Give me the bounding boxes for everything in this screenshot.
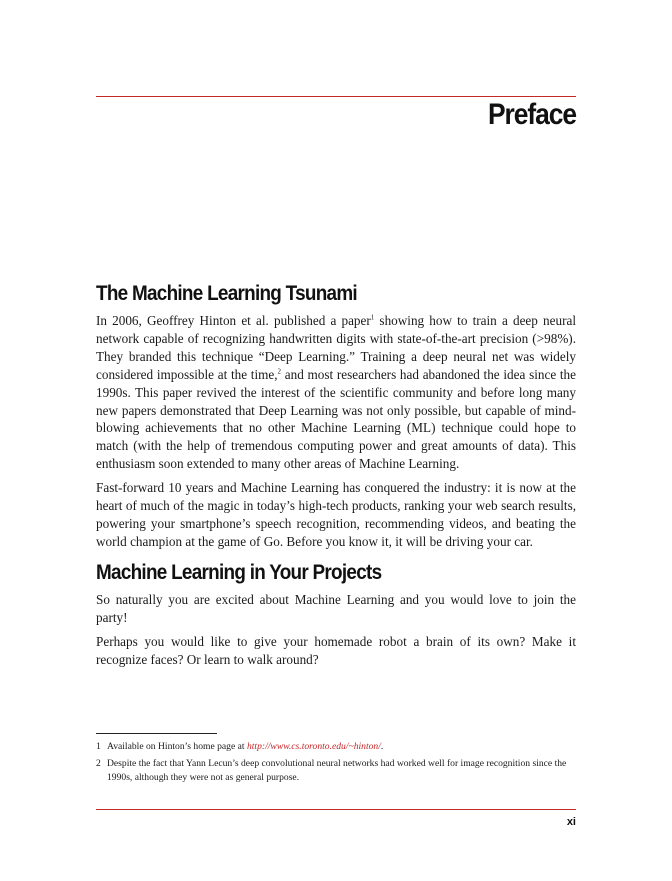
footnote-rule [96, 733, 217, 734]
paragraph: Fast-forward 10 years and Machine Learning has conquered the industry: it is now at the heart of much of the magic in today’s high-tech products, ranking your web search results, powering your smartphone’s speech recognition, recommending videos, and beating the world champion at the game of Go. Before you know it, it will be driving your car. [96, 480, 576, 549]
footnotes [96, 740, 576, 788]
footnote-ref[interactable]: 2 [277, 367, 282, 376]
paragraph: So naturally you are excited about Machine Learning and you would love to join the party! [96, 591, 576, 625]
page-content [96, 282, 576, 674]
footnote-end: . [380, 741, 384, 752]
footnote [96, 757, 576, 784]
footnote-number: 1 [96, 741, 101, 752]
section-heading: The Machine Learning Tsunami [96, 282, 357, 305]
section-heading: Machine Learning in Your Projects [96, 560, 382, 584]
footnote-number: 2 [96, 758, 101, 770]
bottom-rule [96, 809, 576, 810]
page-number: xi [566, 816, 576, 828]
paragraph-text: showing how to train a deep neural network capable of recognizing handwritten digits with state-of-the-art precision (>98%). They branded this technique “Deep Learning.” Training a deep neural net was widely considered impossible at the time, [96, 313, 576, 382]
chapter-title: Preface [487, 98, 576, 131]
paragraph-text: and most researchers had abandoned the idea since the 1990s. This paper revived the interest of the scientific community and before long many new papers demonstrated that Deep Learning was not only possible, but capable of mind-blowing achievements that no other Machine Learning (ML) technique could hope to match (with the help of tremendous computing power and great amounts of data). This enthusiasm soon extended to many other areas of Machine Learning. [96, 366, 577, 472]
footnote-text: Despite the fact that Yann Lecun’s deep convolutional neural networks had worked well for image recognition since the 1990s, although they were not as general purpose. [107, 758, 567, 783]
footnote-ref[interactable]: 1 [370, 313, 375, 322]
footnote [96, 740, 576, 753]
footnote-text: Available on Hinton’s home page at [107, 741, 247, 752]
paragraph: Perhaps you would like to give your homemade robot a brain of its own? Make it recognize faces? Or learn to walk around? [96, 633, 576, 667]
top-rule [96, 96, 576, 97]
paragraph [96, 312, 576, 473]
footnote-link[interactable]: http://www.cs.toronto.edu/~hinton/ [246, 741, 381, 752]
paragraph-text: In 2006, Geoffrey Hinton et al. published a paper [96, 313, 371, 328]
